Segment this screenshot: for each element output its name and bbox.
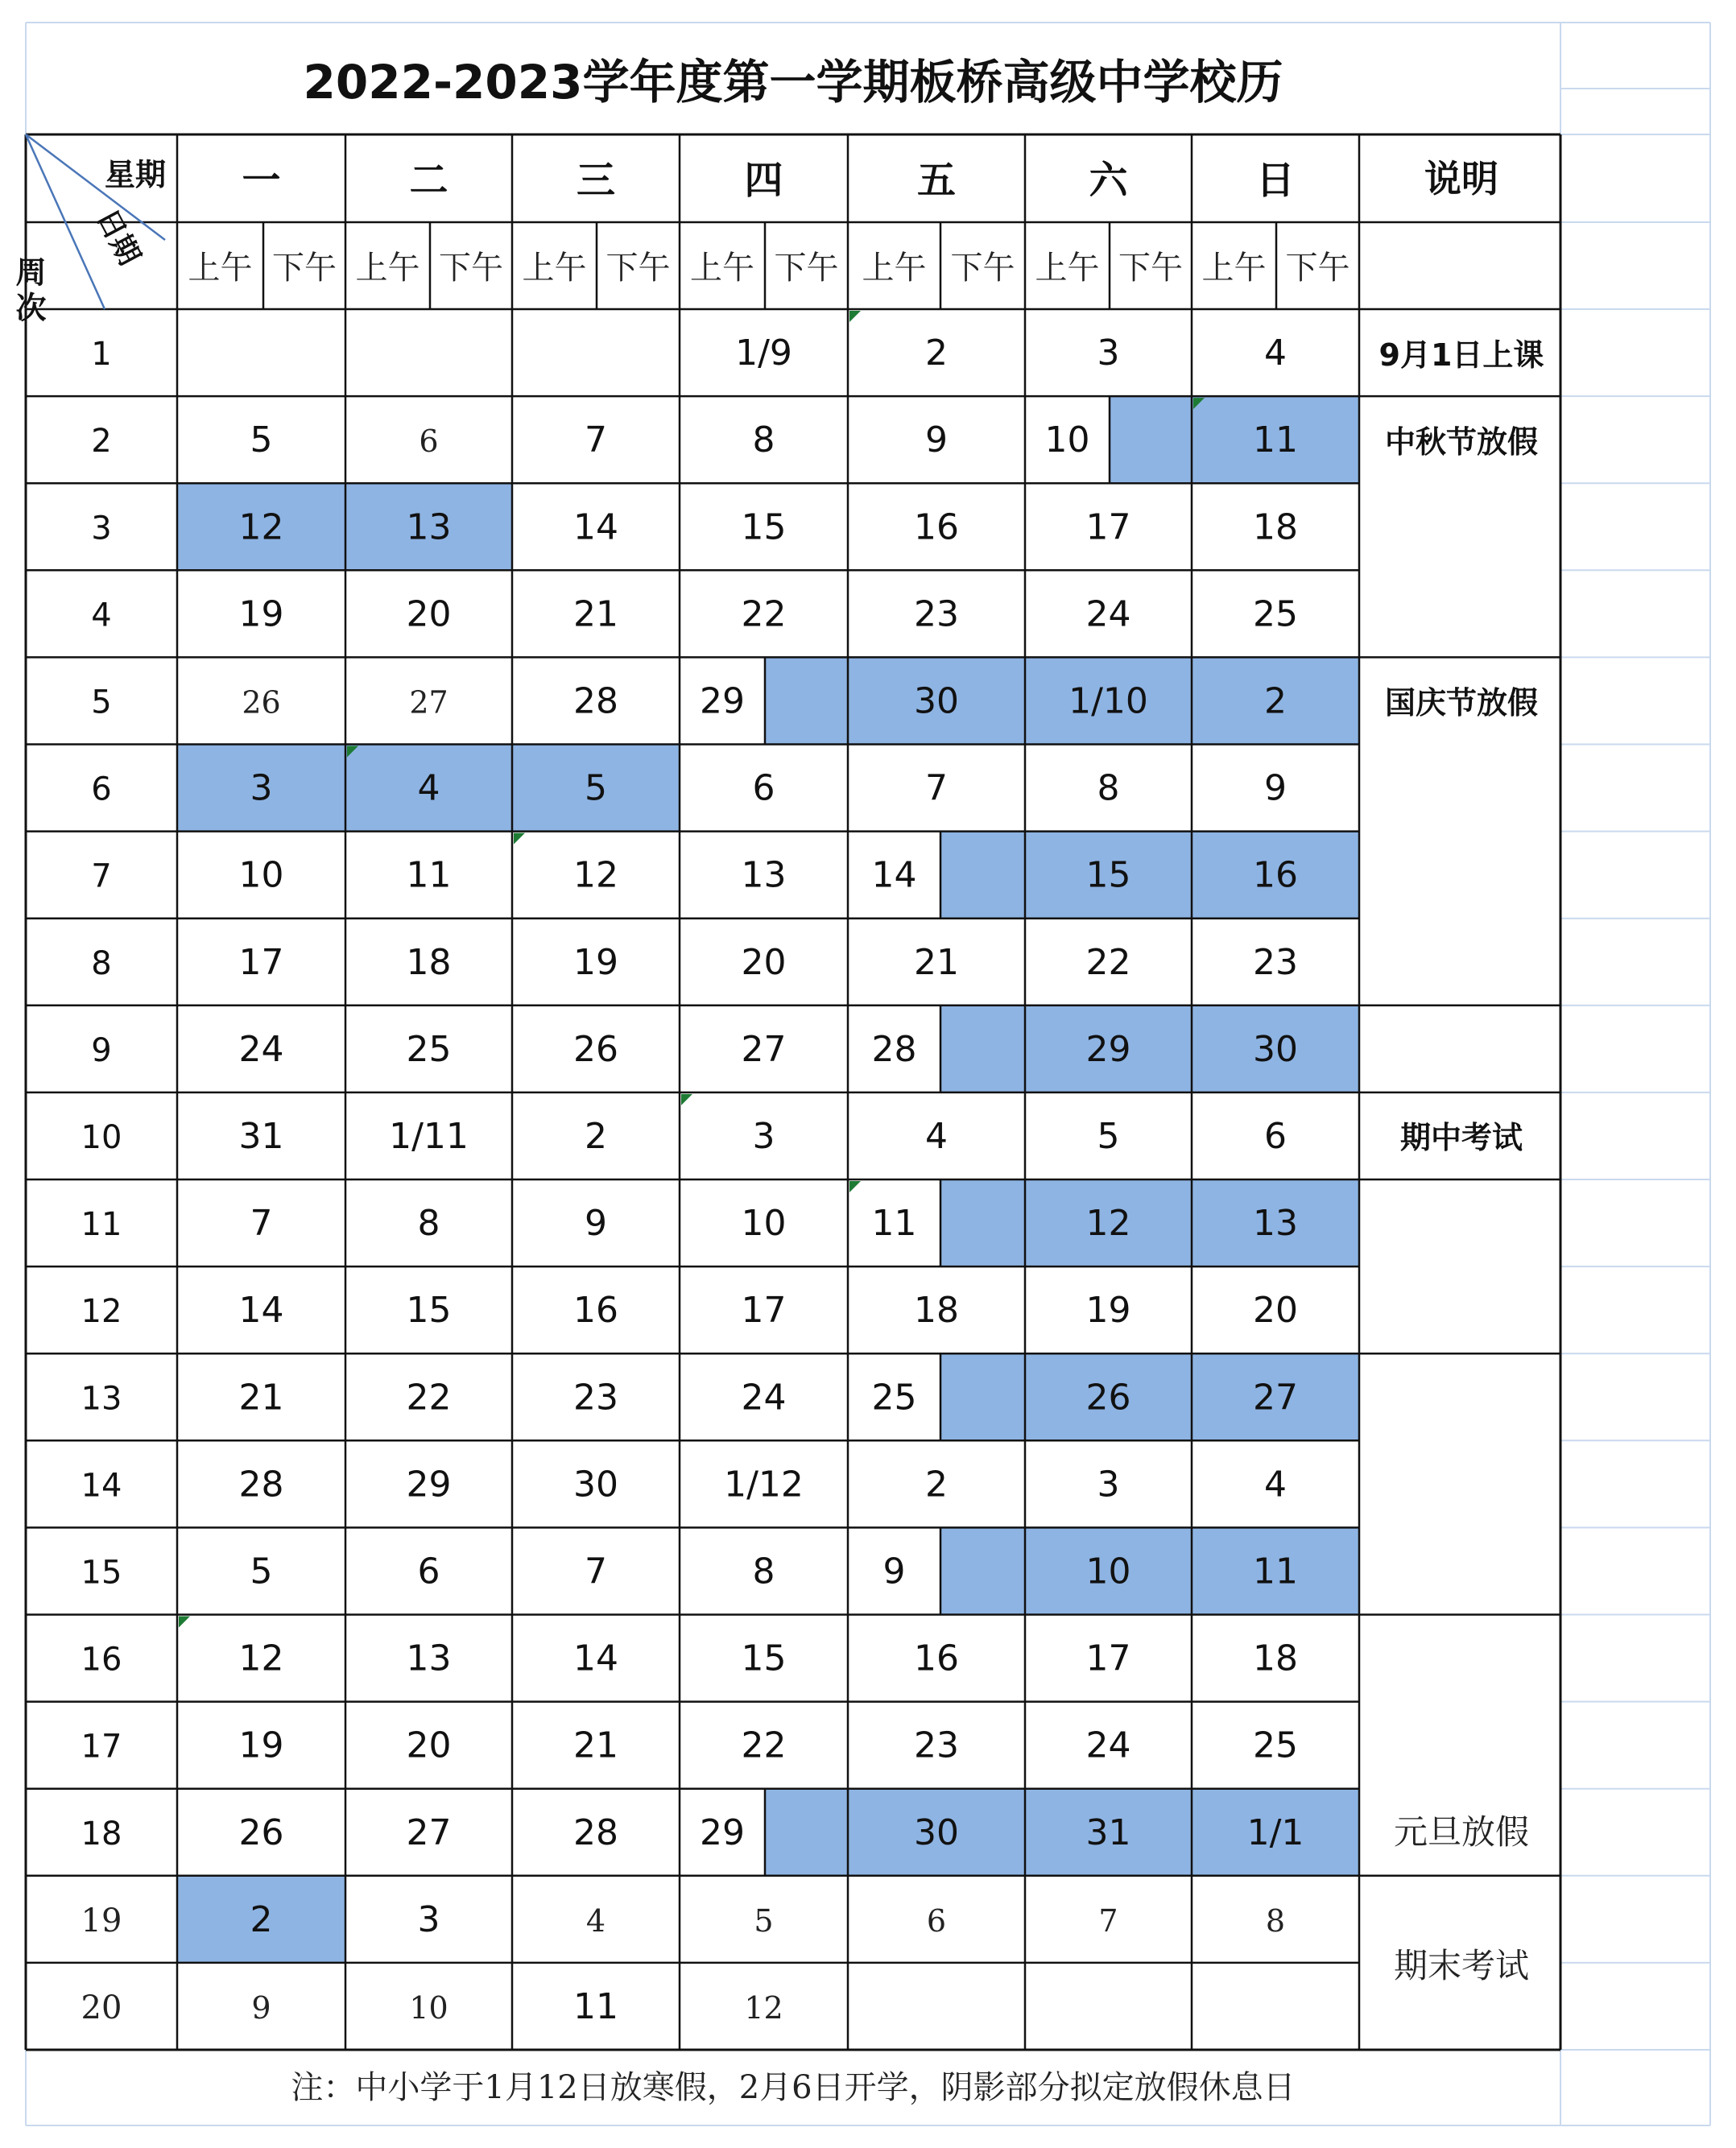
note-mid-autumn: 中秋节放假 [1384,424,1539,460]
date-cell: 1/9 [735,333,792,374]
holiday-shade [940,1006,1025,1093]
holiday-shade [940,1179,1025,1266]
date-cell: 13 [1253,1203,1298,1245]
date-cell: 24 [1085,1725,1131,1766]
date-cell: 16 [1253,854,1298,896]
week-number: 8 [91,944,112,982]
am-label: 上午 [188,250,253,287]
date-cell: 4 [585,1902,606,1939]
date-cell: 15 [406,1290,452,1332]
date-cell: 7 [925,767,948,809]
date-cell: 6 [926,1902,947,1939]
am-label: 上午 [690,250,754,287]
comment-marker-icon [849,311,861,322]
am-pm-header-row [188,250,1350,287]
weekday-label: 日 [1255,158,1296,203]
date-cell: 7 [1098,1902,1118,1939]
date-cell: 29 [406,1464,452,1506]
date-cell: 28 [573,680,618,722]
pm-label: 下午 [606,250,671,287]
pm-label: 下午 [439,250,503,287]
week-number: 6 [91,770,112,808]
date-cell: 29 [1085,1028,1131,1070]
week-number: 11 [81,1206,122,1244]
date-cell: 24 [1085,593,1131,635]
date-cell: 9 [882,1551,906,1592]
pm-label: 下午 [774,250,839,287]
date-cell: 24 [741,1377,787,1419]
date-cell: 2 [250,1898,273,1940]
date-cell: 8 [1097,767,1120,809]
date-cell: 27 [741,1028,787,1070]
date-cell: 6 [419,423,439,460]
date-cell: 5 [250,419,273,461]
holiday-shade [765,1789,848,1876]
date-cell: 7 [585,1551,607,1592]
date-cell: 14 [238,1290,284,1332]
am-label: 上午 [522,250,587,287]
date-cell: 25 [871,1377,917,1419]
date-cell: 12 [573,854,618,896]
date-cell: 11 [406,854,452,896]
date-cell: 18 [914,1290,959,1332]
date-cell: 8 [752,1551,775,1592]
date-cell: 5 [250,1551,273,1592]
holiday-shade [940,1353,1025,1440]
am-label: 上午 [1035,250,1100,287]
notes-header: 说明 [1424,157,1498,200]
date-cell: 13 [406,1638,452,1679]
date-cell: 19 [238,593,284,635]
calendar-title: 2022-2023学年度第一学期板桥高级中学校历 [303,55,1283,109]
week-number: 5 [91,684,112,721]
date-cell: 2 [925,1464,948,1506]
date-cell: 19 [573,941,618,983]
week-number: 4 [91,597,112,634]
week-number: 20 [81,1989,122,2026]
date-cell: 26 [242,684,281,721]
date-cell: 25 [1253,593,1298,635]
date-cell: 17 [741,1290,787,1332]
corner-date-label: 日期 [89,204,147,271]
week-number: 17 [81,1728,122,1766]
week-number: 12 [81,1293,122,1331]
date-cell: 12 [238,1638,284,1679]
weekday-label: 四 [744,158,783,203]
date-cell: 9 [925,419,948,461]
date-cell: 20 [406,593,452,635]
date-cell: 4 [417,767,440,809]
date-cell: 26 [1085,1377,1131,1419]
date-cell: 30 [914,680,959,722]
date-cell: 23 [914,593,959,635]
date-cell: 14 [871,854,917,896]
date-cell: 1/10 [1068,680,1148,722]
date-cell: 22 [1085,941,1131,983]
week-number: 10 [81,1118,122,1156]
weekday-label: 五 [916,158,957,203]
date-cell: 3 [752,1115,775,1157]
date-cell: 2 [1264,680,1287,722]
date-cell: 18 [406,941,452,983]
comment-marker-icon [514,833,525,845]
date-cell: 14 [573,1638,618,1679]
weekday-label: 六 [1089,158,1128,203]
comment-marker-icon [849,1181,861,1192]
comment-marker-icon [681,1094,692,1105]
comment-marker-icon [179,1617,190,1628]
date-cell: 22 [741,1725,787,1766]
date-cell: 1/11 [389,1115,469,1157]
date-cell: 11 [871,1203,917,1245]
holiday-shade [1110,396,1192,483]
date-cell: 17 [238,941,284,983]
date-cell: 31 [1085,1811,1131,1853]
date-cell: 11 [573,1985,618,2027]
weekday-label: 一 [242,158,281,203]
date-cell: 6 [417,1551,440,1592]
date-cell: 4 [1264,333,1287,374]
date-cell: 20 [741,941,787,983]
date-cell: 27 [409,684,448,721]
date-cell: 2 [585,1115,607,1157]
week-number: 2 [91,423,112,461]
date-cell: 9 [1264,767,1287,809]
date-cell: 11 [1253,1551,1298,1592]
date-cell: 8 [1265,1902,1286,1939]
week-number: 16 [81,1641,122,1679]
am-label: 上午 [1201,250,1267,287]
date-cell: 18 [1253,506,1298,548]
week-number: 18 [81,1815,122,1853]
date-cell: 15 [1085,854,1131,896]
date-cell: 30 [573,1464,618,1506]
date-cell: 31 [238,1115,284,1157]
date-cell: 6 [1264,1115,1287,1157]
date-cell: 4 [1264,1464,1287,1506]
date-cell: 11 [1253,419,1298,461]
date-cell: 10 [409,1989,448,2026]
week-number: 7 [91,857,112,895]
date-cell: 12 [744,1989,783,2026]
date-cell: 3 [417,1898,440,1940]
date-cell: 14 [573,506,618,548]
week-number: 9 [91,1031,112,1069]
date-cell: 21 [238,1377,284,1419]
holiday-shade [940,832,1025,919]
date-cell: 17 [1085,1638,1131,1679]
date-cell: 16 [573,1290,618,1332]
weekday-label: 三 [576,158,616,203]
pm-label: 下午 [1118,250,1183,287]
date-cell: 21 [914,941,959,983]
week-number: 19 [81,1902,122,1939]
date-cell: 20 [406,1725,452,1766]
date-cell: 5 [1097,1115,1120,1157]
date-cell: 25 [1253,1725,1298,1766]
date-cell: 7 [250,1203,273,1245]
date-cell: 27 [406,1811,452,1853]
date-cell: 2 [925,333,948,374]
note-midterm-exam: 期中考试 [1399,1120,1523,1155]
am-label: 上午 [862,250,927,287]
note-new-year: 元旦放假 [1393,1812,1530,1852]
date-cell: 15 [741,506,787,548]
date-cell: 13 [406,506,452,548]
date-cell: 18 [1253,1638,1298,1679]
date-cell: 29 [700,680,745,722]
footer-note: 注：中小学于1月12日放寒假，2月6日开学，阴影部分拟定放假休息日 [291,2069,1296,2106]
holiday-shade [940,1527,1025,1614]
weekday-label: 二 [409,158,448,203]
date-cell: 24 [238,1028,284,1070]
note-final-exam: 期末考试 [1393,1946,1530,1985]
date-cell: 22 [741,593,787,635]
date-cell: 5 [754,1902,774,1939]
date-cell: 25 [406,1028,452,1070]
date-cell: 3 [250,767,273,809]
date-cell: 3 [1097,333,1120,374]
week-number: 13 [81,1380,122,1418]
date-cell: 28 [871,1028,917,1070]
date-cell: 23 [914,1725,959,1766]
pm-label: 下午 [950,250,1015,287]
date-cell: 8 [417,1203,440,1245]
date-cell: 10 [741,1203,787,1245]
week-number: 3 [91,510,112,547]
date-cell: 12 [238,506,284,548]
date-cell: 22 [406,1377,452,1419]
date-cell: 9 [585,1203,607,1245]
date-cell: 28 [573,1811,618,1853]
pm-label: 下午 [1285,250,1350,287]
date-cell: 10 [1044,419,1090,461]
corner-weekday-label: 星期 [104,157,167,192]
date-cell: 4 [925,1115,948,1157]
date-cell: 15 [741,1638,787,1679]
week-number: 15 [81,1554,122,1592]
date-cell: 8 [752,419,775,461]
date-cell: 16 [914,1638,959,1679]
date-cell: 6 [752,767,775,809]
week-number: 1 [91,336,112,374]
date-cell: 26 [573,1028,618,1070]
date-cell: 1/12 [724,1464,804,1506]
date-cell: 19 [1085,1290,1131,1332]
date-cell: 16 [914,506,959,548]
date-cell: 17 [1085,506,1131,548]
date-cell: 27 [1253,1377,1298,1419]
date-cell: 10 [238,854,284,896]
weekday-header-row [242,158,1295,203]
date-cell: 13 [741,854,787,896]
pm-label: 下午 [272,250,337,287]
date-cell: 12 [1085,1203,1131,1245]
date-cell: 10 [1085,1551,1131,1592]
date-cell: 1/1 [1246,1811,1304,1853]
holiday-shade [765,657,848,744]
date-cell: 23 [1253,941,1298,983]
date-cell: 21 [573,1725,618,1766]
week-number: 14 [81,1467,122,1505]
date-cell: 28 [238,1464,284,1506]
date-cell: 21 [573,593,618,635]
date-cell: 26 [238,1811,284,1853]
note-first-day: 9月1日上课 [1378,337,1544,373]
date-cell: 7 [585,419,607,461]
corner-week-label: 周次 [10,256,46,327]
date-cell: 5 [585,767,607,809]
date-cell: 9 [251,1989,271,2026]
date-cell: 30 [914,1811,959,1853]
am-label: 上午 [355,250,420,287]
date-cell: 19 [238,1725,284,1766]
date-cell: 30 [1253,1028,1298,1070]
date-cell: 3 [1097,1464,1120,1506]
date-cell: 29 [700,1811,745,1853]
date-cell: 20 [1253,1290,1298,1332]
note-national-day: 国庆节放假 [1384,685,1539,721]
date-cell: 23 [573,1377,618,1419]
